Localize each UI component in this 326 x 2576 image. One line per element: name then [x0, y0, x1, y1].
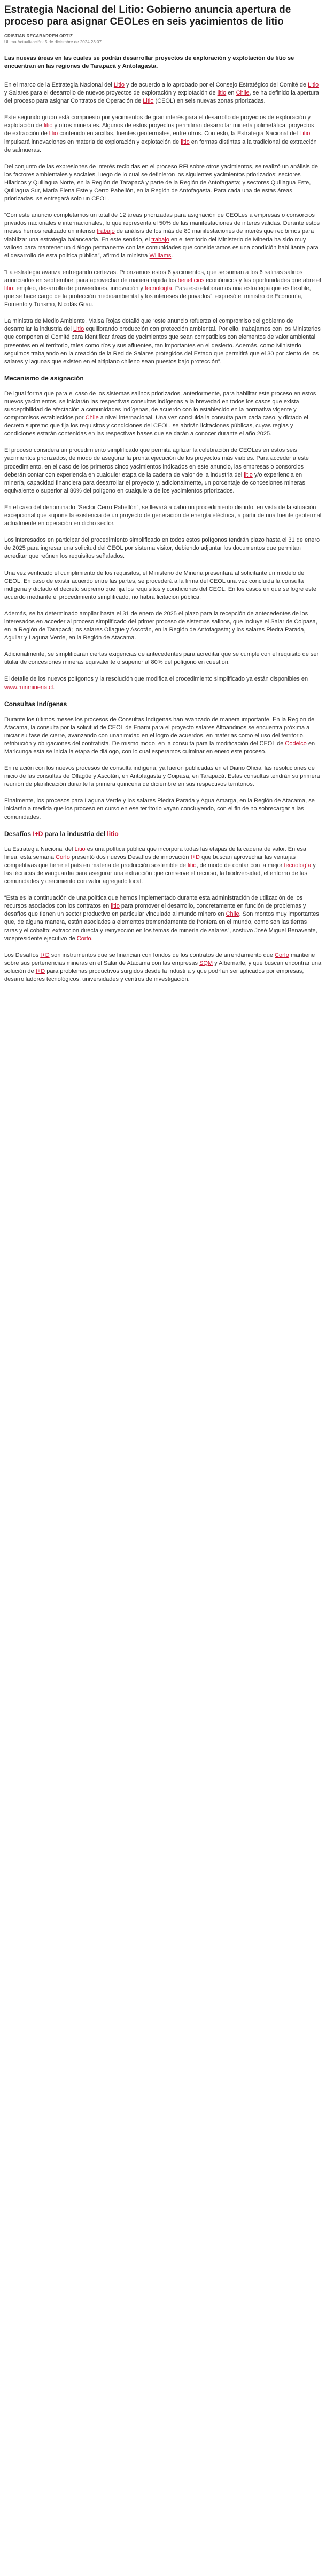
keyword-link[interactable]: Litio: [308, 82, 319, 88]
author-name[interactable]: CRISTIAN RECABARREN ORTIZ: [4, 34, 73, 38]
keyword-link[interactable]: litio: [44, 122, 53, 129]
article-body: [4, 81, 322, 983]
keyword-link[interactable]: beneficios: [177, 277, 205, 284]
keyword-link[interactable]: Litio: [74, 846, 86, 853]
keyword-link[interactable]: litio: [111, 903, 120, 910]
keyword-link[interactable]: litio: [181, 138, 190, 145]
paragraph: Además, se ha determinado ampliar hasta el 31 de enero de 2025 el plazo para la recepción de antecedentes de los interesados en acceder al proceso simplificado del primer proceso de sistemas salinos, que incluye el Salar de Coipasa, en la Región de Tarapacá; los salares Ollagüe y Ascotán, en la Región de Antofagasta; y los salares Piedra Parada, Aguilar y Laguna Verde, en la Región de Atacama.: [4, 610, 317, 642]
paragraph: El proceso considera un procedimiento simplificado que permita agilizar la celebración de CEOLes en estos seis yacimientos priorizados, de modo de asegurar la pronta ejecución de los proyectos más viables. Para acceder a este procedimiento, en el caso de los primeros cinco yacimientos indicados en este anuncio, las empresas o consorcios deberán contar con experiencia en cualquier etapa de la cadena de valor de la industria del litio y/o experiencia en minería, capacidad financiera para desarrollar el proyecto y, adicionalmente, un porcentaje de concesiones mineras equivalente o superior al 80% del polígono en cualquiera de los yacimientos priorizados.: [4, 447, 309, 494]
keyword-link[interactable]: I+D: [35, 967, 45, 974]
keyword-link[interactable]: litio: [4, 285, 13, 292]
keyword-link[interactable]: SQM: [199, 959, 213, 966]
section-heading: Mecanismo de asignación: [4, 374, 84, 382]
section-heading: Desafíos I+D para la industria del litio: [4, 830, 119, 838]
keyword-link[interactable]: I+D: [190, 854, 200, 861]
keyword-link[interactable]: litio: [107, 830, 119, 838]
paragraph: Una vez verificado el cumplimiento de los requisitos, el Ministerio de Minería presentará al solicitante un modelo de CEOL. En caso de existir acuerdo entre las partes, se procederá a la firma del CEOL una vez concluida la consulta indígena y dictado el decreto supremo que fija los requisitos y condiciones del CEOL. En los casos en que se logre este acuerdo mediante el procedimiento simplificado, no habrá licitación pública.: [4, 569, 316, 600]
keyword-link[interactable]: Litio: [299, 130, 311, 137]
keyword-link[interactable]: Corfo: [275, 951, 289, 958]
keyword-link[interactable]: Litio: [143, 98, 154, 105]
paragraph: Adicionalmente, se simplificarán ciertas exigencias de antecedentes para acreditar que se cumple con el requisito de ser titular de concesiones mineras equivalente o superior al 80% del polígono en cuestión.: [4, 651, 319, 666]
keyword-link[interactable]: I+D: [40, 951, 50, 958]
article: [0, 0, 326, 1013]
paragraph: La Estrategia Nacional del Litio es una política pública que incorpora todas las etapas de la cadena de valor. En esa línea, esta semana Corfo presentó dos nuevos Desafíos de innovación I+D que buscan aprovechar las ventajas competitivas que tiene el país en materia de producción sostenible de litio, de modo de contar con la mejor tecnología y las técnicas de vanguardia para asegurar una extracción que conserve el recurso, la biodiversidad, el entorno de las comunidades y crecimiento con valor agregado local.: [4, 846, 316, 885]
paragraph: En relación con los nuevos procesos de consulta indígena, ya fueron publicadas en el Diario Oficial las resoluciones de inicio de las consultas de Ollagüe y Ascotán, en Antofagasta y Coipasa, en Tarapacá. Estas consultas tendrán su primera reunión de planificación durante la primera quincena de diciembre en sus respectivos territorios.: [4, 765, 320, 788]
section-heading: Consultas Indígenas: [4, 700, 67, 708]
keyword-link[interactable]: Chile: [236, 90, 250, 97]
keyword-link[interactable]: litio: [188, 862, 197, 869]
paragraph: “La estrategia avanza entregando certezas. Priorizamos estos 6 yacimientos, que se suman a los 6 salinas salinos anunciados en septiembre, para aprovechar de manera rápida los beneficios económicos y las oportunidades que abre el litio: empleo, desarrollo de proveedores, innovación y tecnología. Para eso elaboramos una estrategia que es flexible, que se hace cargo de la protección medioambiental y los intereses de privados”, expresó el ministro de Economía, Fomento y Turismo, Nicolás Grau.: [4, 269, 321, 308]
keyword-link[interactable]: litio: [49, 130, 58, 137]
publish-date: Última Actualización: 5 de diciembre de 2024 23:07: [4, 40, 102, 44]
paragraph: Durante los últimos meses los procesos de Consultas Indígenas han avanzado de manera importante. En la Región de Atacama, la consulta por la solicitud de CEOL de Enami para el proyecto salares Altoandinos se encuentra próxima a iniciar su fase de cierre, avanzando con unanimidad en el logro de acuerdos, en materias como el uso del territorio, retribución y obligaciones del contratista. De mismo modo, en la consulta para la modificación del CEOL de Codelco en Maricunga esta se inicia la etapa de diálogo, con lo cual esperamos culminar en enero este proceso.: [4, 716, 315, 755]
keyword-link[interactable]: Chile: [85, 415, 99, 421]
keyword-link[interactable]: litio: [217, 90, 227, 97]
article-title: Estrategia Nacional del Litio: Gobierno anuncia apertura de proceso para asignar CEOLes en seis yacimientos de litio: [4, 4, 291, 27]
paragraph: La ministra de Medio Ambiente, Maisa Rojas detalló que “este anuncio refuerza el compromiso del gobierno de desarrollar la industria del Litio equilibrando producción con protección ambiental. Por ello, trabajamos con los Ministerios que componen el Comité para identificar áreas de yacimientos que sean compatibles con elementos de valor ambiental presentes en el territorio, tales como ríos y sus afluentes, tan importantes en el desierto. Además, como Ministerio seguimos trabajando en la creación de la Red de Salares protegidos del Estado que permitirá que el 30 por ciento de los salares y lagunas que existen en el altiplano chileno sean puestos bajo protección”.: [4, 318, 321, 365]
keyword-link[interactable]: Litio: [73, 326, 84, 333]
keyword-link[interactable]: Litio: [113, 82, 125, 88]
keyword-link[interactable]: Corfo: [56, 854, 70, 861]
paragraph: Los Desafíos I+D son instrumentos que se financian con fondos de los contratos de arrendamiento que Corfo mantiene sobre sus pertenencias mineras en el Salar de Atacama con las empresas SQM y Albemarle, y que buscan encontrar una solución de I+D para problemas productivos surgidos desde la industria y que podrían ser aplicados por empresas, desarrolladores tecnológicos, universidades y centros de investigación.: [4, 951, 322, 982]
keyword-link[interactable]: litio: [244, 471, 253, 478]
keyword-link[interactable]: trabajo: [151, 236, 169, 243]
paragraph: “Con este anuncio completamos un total de 12 áreas priorizadas para asignación de CEOLes a empresas o consorcios privados nacionales e internacionales, lo que representa el 50% de las manifestaciones de interés válidas. Durante estos meses hemos realizado un intenso trabajo de análisis de los más de 80 manifestaciones de interés que recibimos para viabilizar una estrategia balanceada. En este sentido, el trabajo en el territorio del Ministerio de Minería ha sido muy valioso para mantener un diálogo permanente con las comunidades que consideramos es una condición habilitante para el desarrollo de esta política pública”, afirmó la ministra Williams.: [4, 212, 320, 259]
keyword-link[interactable]: I+D: [33, 830, 43, 838]
paragraph: En el caso del denominado “Sector Cerro Pabellón”, se llevará a cabo un procedimiento distinto, en vista de la situación excepcional que supone la existencia de un proyecto de generación de energía eléctrica, a partir de una fuente geotermal actualmente en operación en dicho sector.: [4, 504, 322, 527]
keyword-link[interactable]: trabajo: [97, 228, 115, 235]
keyword-link[interactable]: Williams: [149, 252, 172, 259]
article-lead: Las nuevas áreas en las cuales se podrán desarrollar proyectos de exploración y explotación de litio se encuentran en las regiones de Tarapacá y Antofagasta.: [4, 55, 294, 69]
paragraph: En el marco de la Estrategia Nacional del Litio y de acuerdo a lo aprobado por el Consejo Estratégico del Comité de Litio y Salares para el desarrollo de nuevos proyectos de exploración y explotación de litio en Chile, se ha definido la apertura del proceso para asignar Contratos de Operación de Litio (CEOL) en seis nuevas zonas priorizadas.: [4, 82, 319, 105]
keyword-link[interactable]: tecnología: [144, 285, 172, 292]
paragraph: Este segundo grupo está compuesto por yacimientos de gran interés para el desarrollo de proyectos de exploración y explotación de litio y otros minerales. Algunos de estos proyectos permitirán desarrollar minería polimetálica, proyectos de extracción de litio contenido en arcillas, fuentes geotermales, entre otros. Con esto, la Estrategia Nacional del Litio impulsará innovaciones en materia de exploración y explotación de litio en formas distintas a la tradicional de extracción de salmueras.: [4, 114, 317, 153]
paragraph: Finalmente, los procesos para Laguna Verde y los salares Piedra Parada y Agua Amarga, en la Región de Atacama, se iniciarán a medida que los proceso en curso en ese territorio vayan concluyendo, con el fin de no sobrecargar a las comunidades.: [4, 798, 315, 821]
paragraph: De igual forma que para el caso de los sistemas salinos priorizados, anteriormente, para habilitar este proceso en estos nuevos yacimientos, se iniciarán las respectivas consultas indígenas a la brevedad en todos los casos que exista susceptibilidad de afectación a comunidades indígenas, de acuerdo con lo establecido en la normativa vigente y compromisos establecidos por Chile a nivel internacional. Una vez concluida la consulta para cada caso, y dictado el decreto supremo que fija los requisitos y condiciones del CEOL, se abrirán licitaciones públicas, cuyas reglas y condiciones estarán contenidas en las respectivas bases que se darán a conocer durante el año 2025.: [4, 390, 316, 438]
paragraph: Los interesados en participar del procedimiento simplificado en todos estos polígonos tendrán plazo hasta el 31 de enero de 2025 para ingresar una solicitud del CEOL por sistema visitor, debiendo adjuntar los documentos que permitan acreditar que reúnen los requisitos señalados.: [4, 537, 320, 560]
keyword-link[interactable]: Codelco: [285, 740, 307, 747]
paragraph: Del conjunto de las expresiones de interés recibidas en el proceso RFI sobre otros yacimientos, se realizó un análisis de los factores ambientales y sociales, luego de lo cual se definieron los siguientes yacimientos priorizados: sectores Hilaricos y Quillagua Norte, en la Región de Tarapacá y parte de la Región de Antofagasta; y sectores Quillagua Este, Quillagua Sur, María Elena Este y Cerro Pabellón, en la Región de Antofagasta. Para cada una de estas áreas priorizadas, se entregará solo un CEOL.: [4, 163, 318, 202]
keyword-link[interactable]: Corfo: [76, 935, 91, 942]
keyword-link[interactable]: tecnología: [284, 862, 312, 869]
paragraph: “Esta es la continuación de una política que hemos implementado durante esta administración de utilización de los recursos asociados con los contratos en litio para promover el desarrollo, concretamente en función de problemas y desafíos que tienen un sector productivo en particular vinculado al mundo minero en Chile. Son montos muy importantes que, de alguna manera, están asociados a elementos tremendamente de frontera en el mundo, como son las tierras raras y el cobalto; extracción directa y reinyección en los temas de minería de salares”, sostuvo José Miguel Benavente, vicepresidente ejecutivo de Corfo.: [4, 895, 319, 942]
paragraph: El detalle de los nuevos polígonos y la resolución que modifica el procedimiento simplificado ya están disponibles en www.minmineria.cl.: [4, 676, 308, 691]
keyword-link[interactable]: Chile: [226, 911, 239, 918]
minmineria-link[interactable]: www.minmineria.cl: [4, 684, 53, 691]
